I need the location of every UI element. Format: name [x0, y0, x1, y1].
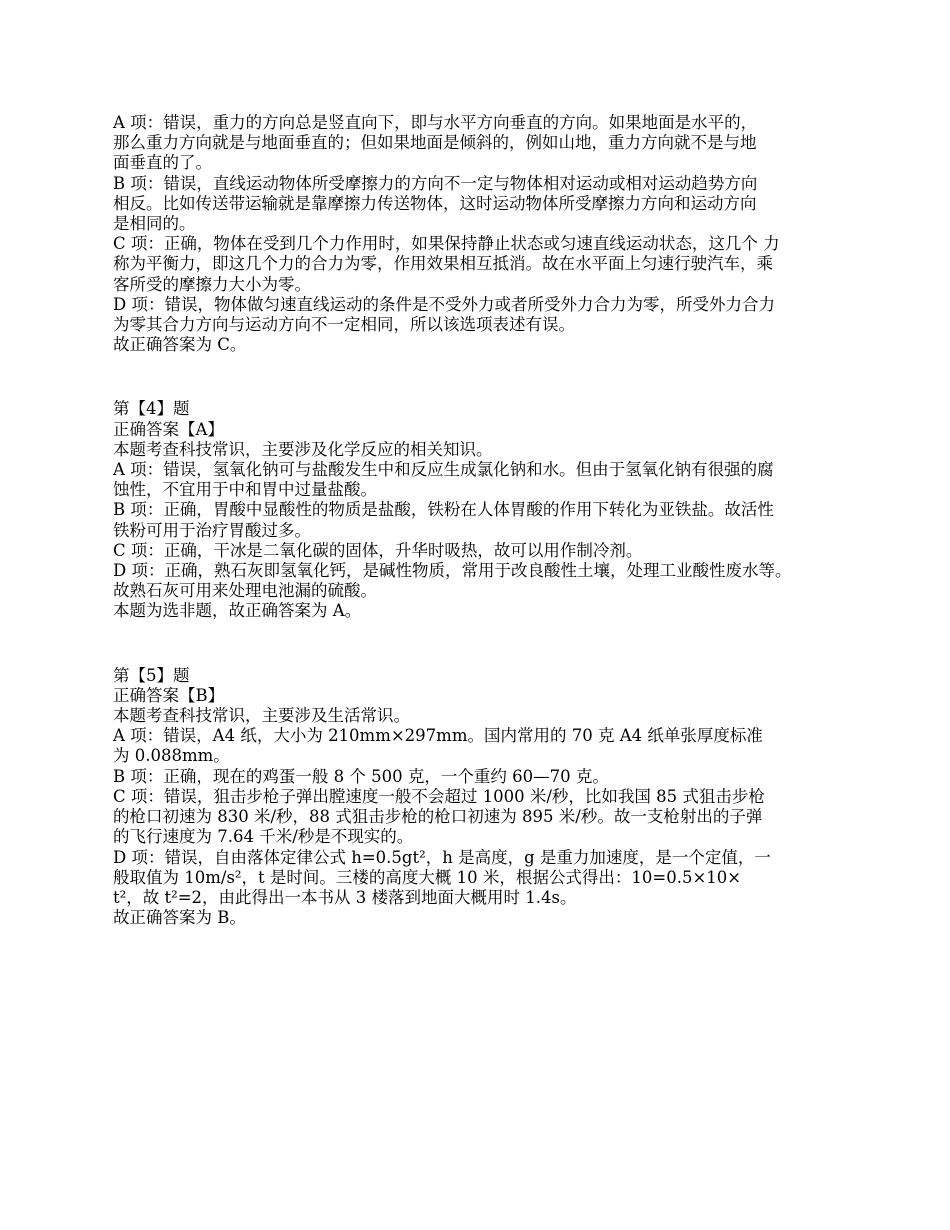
text-line: 那么重力方向就是与地面垂直的；但如果地面是倾斜的，例如山地，重力方向就不是与地 — [113, 133, 757, 153]
text-line: 相反。比如传送带运输就是靠摩擦力传送物体，这时运动物体所受摩擦力方向和运动方向 — [113, 193, 757, 213]
question-title: 第【4】题 — [113, 399, 190, 419]
text-line: t²，故 t²=2，由此得出一本书从 3 楼落到地面大概用时 1.4s。 — [113, 887, 577, 907]
correct-answer: 正确答案【A】 — [113, 419, 224, 439]
text-line: A 项：错误，重力的方向总是竖直向下，即与水平方向垂直的方向。如果地面是水平的， — [113, 113, 758, 132]
text-line: 蚀性，不宜用于中和胃中过量盐酸。 — [113, 480, 377, 500]
text-line: C 项：错误，狙击步枪子弹出膛速度一般不会超过 1000 米/秒，比如我国 85 式狙击步枪 — [113, 786, 765, 806]
text-line: D 项：错误，自由落体定律公式 h=0.5gt²，h 是高度，g 是重力加速度，是一个定值，一 — [113, 847, 771, 867]
text-line: 面垂直的了。 — [113, 153, 212, 173]
text-line: A 项：错误，A4 纸，大小为 210mm×297mm。国内常用的 70 克 A4 纸单张厚度标准 — [113, 726, 763, 746]
text-line: 是相同的。 — [113, 214, 196, 234]
document-body — [113, 113, 843, 928]
text-line: B 项：正确，现在的鸡蛋一般 8 个 500 克，一个重约 60—70 克。 — [113, 766, 609, 786]
answer-conclusion: 故正确答案为 B。 — [113, 908, 246, 928]
text-line: C 项：正确，干冰是二氧化碳的固体，升华时吸热，故可以用作制冷剂。 — [113, 540, 643, 560]
text-line: A 项：错误，氢氧化钠可与盐酸发生中和反应生成氯化钠和水。但由于氢氧化钠有很强的腐 — [113, 460, 774, 480]
answer-conclusion: 故正确答案为 C。 — [113, 335, 247, 355]
text-line: 铁粉可用于治疗胃酸过多。 — [113, 520, 311, 540]
text-line: 故熟石灰可用来处理电池漏的硫酸。 — [113, 581, 377, 601]
text-line: D 项：错误，物体做匀速直线运动的条件是不受外力或者所受外力合力为零，所受外力合力 — [113, 294, 775, 314]
text-line: 本题考查科技常识，主要涉及生活常识。 — [113, 706, 410, 726]
question-title: 第【5】题 — [113, 665, 190, 685]
text-line: B 项：错误，直线运动物体所受摩擦力的方向不一定与物体相对运动或相对运动趋势方向 — [113, 173, 758, 193]
text-line: 般取值为 10m/s²，t 是时间。三楼的高度大概 10 米，根据公式得出：10=0.5×10× — [113, 867, 742, 887]
text-line: 为 0.088mm。 — [113, 746, 230, 766]
text-line: 的飞行速度为 7.64 千米/秒是不现实的。 — [113, 827, 414, 847]
question-5 — [113, 666, 843, 929]
correct-answer: 正确答案【B】 — [113, 685, 225, 705]
text-line: 本题考查科技常识，主要涉及化学反应的相关知识。 — [113, 439, 493, 459]
text-line: D 项：正确，熟石灰即氢氧化钙，是碱性物质，常用于改良酸性土壤，处理工业酸性废水等。 — [113, 561, 792, 581]
question-3-explanation — [113, 113, 843, 355]
text-line: 称为平衡力，即这几个力的合力为零，作用效果相互抵消。故在水平面上匀速行驶汽车，乘 — [113, 254, 773, 274]
text-line: C 项：正确，物体在受到几个力作用时，如果保持静止状态或匀速直线运动状态，这几个 力 — [113, 234, 780, 254]
answer-conclusion: 本题为选非题，故正确答案为 A。 — [113, 601, 362, 621]
text-line: 客所受的摩擦力大小为零。 — [113, 274, 311, 294]
question-4 — [113, 399, 843, 621]
text-line: B 项：正确，胃酸中显酸性的物质是盐酸，铁粉在人体胃酸的作用下转化为亚铁盐。故活性 — [113, 500, 774, 520]
text-line: 的枪口初速为 830 米/秒，88 式狙击步枪的枪口初速为 895 米/秒。故一支枪射出的子弹 — [113, 807, 763, 827]
text-line: 为零其合力方向与运动方向不一定相同，所以该选项表述有误。 — [113, 315, 575, 335]
